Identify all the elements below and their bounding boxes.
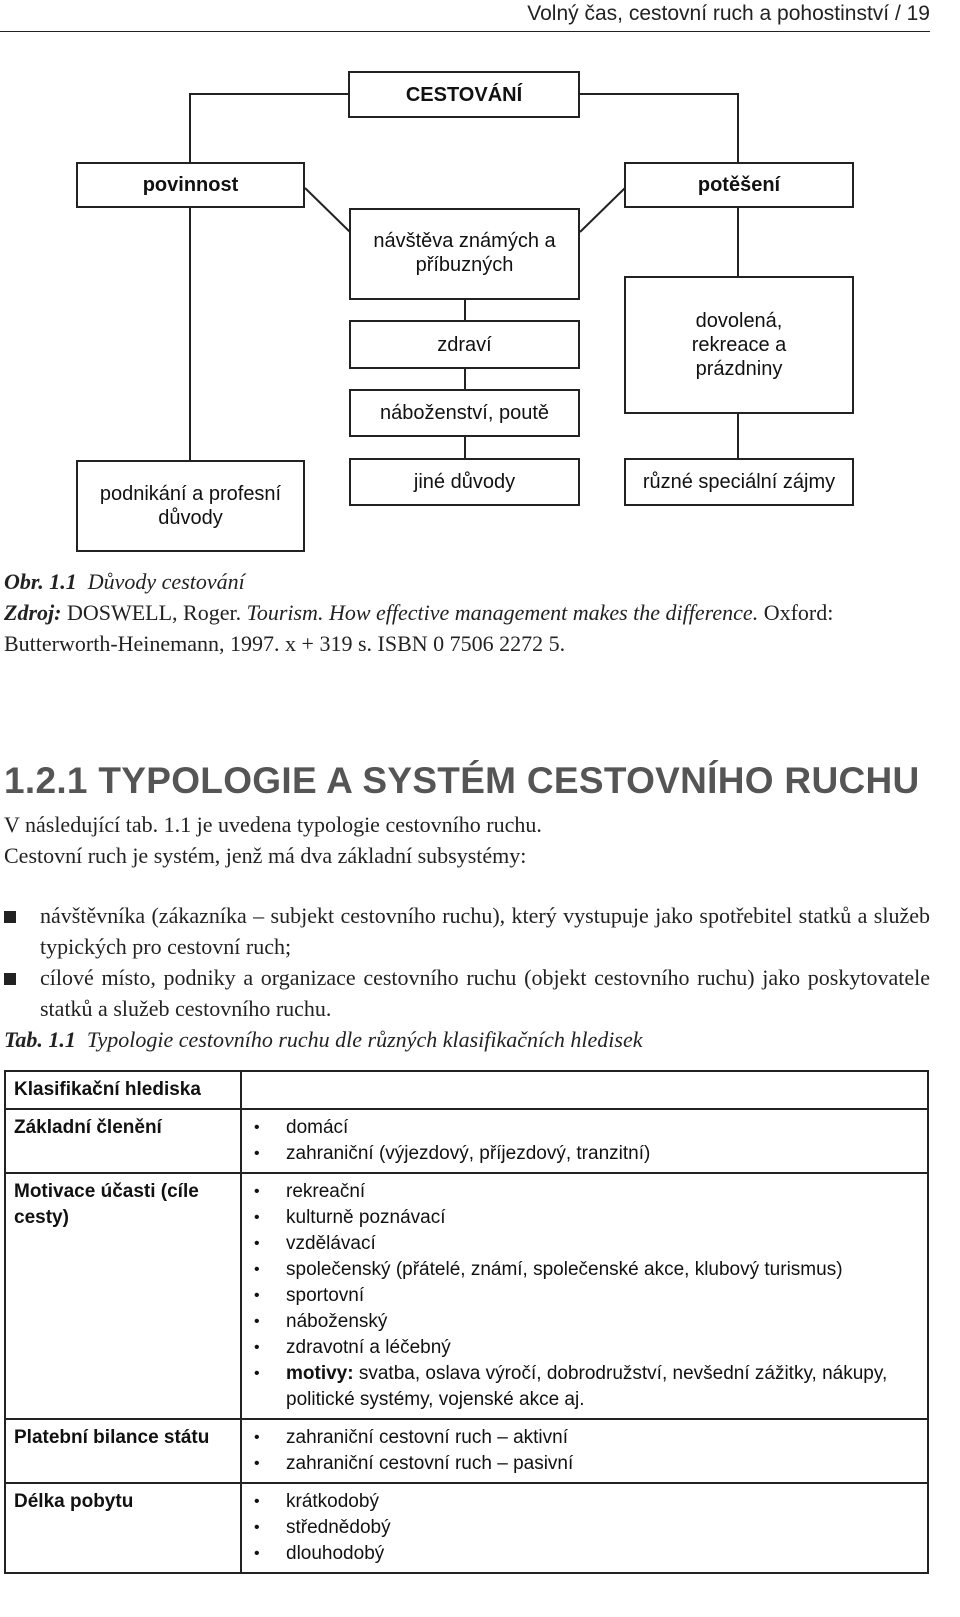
table-item: • domácí bbox=[250, 1115, 919, 1141]
table-header-row bbox=[5, 1071, 928, 1109]
table-items-cell bbox=[241, 1483, 928, 1573]
table-item: • zahraniční (výjezdový, příjezdový, tranzitní) bbox=[250, 1141, 919, 1167]
table-row bbox=[5, 1173, 928, 1419]
table-row bbox=[5, 1109, 928, 1173]
paragraph-1: V následující tab. 1.1 je uvedena typologie cestovního ruchu. bbox=[4, 812, 542, 837]
connector-root-right bbox=[580, 94, 738, 162]
running-title: Volný čas, cestovní ruch a pohostinství / 19 bbox=[527, 2, 930, 25]
list-item-text: cílové místo, podniky a organizace cestovního ruchu (objekt cestovního ruchu) jako poskytovatele statků a služeb cestovního ruchu. bbox=[40, 965, 930, 1021]
table-criterion: Motivace účasti (cíle cesty) bbox=[5, 1173, 241, 1419]
source-author: DOSWELL, Roger. bbox=[66, 600, 242, 625]
table-item-motives bbox=[250, 1361, 919, 1413]
table-caption bbox=[4, 1024, 642, 1055]
table-header-empty-cell bbox=[241, 1071, 928, 1109]
diagram-middle-box-2: zdraví bbox=[349, 320, 580, 369]
table-items-cell bbox=[241, 1173, 928, 1419]
table-items-cell bbox=[241, 1109, 928, 1173]
table-header-cell: Klasifikační hlediska bbox=[5, 1071, 241, 1109]
table-item: • společenský (přátelé, známí, společenské akce, klubový turismus) bbox=[250, 1257, 919, 1283]
diagram-right-mid-label: dovolená, rekreace a prázdniny bbox=[691, 310, 787, 380]
subsystem-list bbox=[4, 900, 930, 1024]
motives-text: svatba, oslava výročí, dobrodružství, nevšední zážitky, nákupy, politické systémy, vojenské akce aj. bbox=[286, 1363, 888, 1410]
diagram-left-branch-box: povinnost bbox=[76, 162, 305, 208]
table-criterion: Délka pobytu bbox=[5, 1483, 241, 1573]
list-item bbox=[4, 962, 930, 1024]
table-item: • rekreační bbox=[250, 1179, 919, 1205]
table-item: • náboženský bbox=[250, 1309, 919, 1335]
diagram-left-leaf-box bbox=[76, 460, 305, 552]
diagram-left-leaf-label: podnikání a profesní důvody bbox=[99, 483, 282, 529]
diagram-right-leaf-box: různé speciální zájmy bbox=[624, 458, 854, 506]
diagram-root-box: CESTOVÁNÍ bbox=[348, 71, 580, 118]
figure-title: Důvody cestování bbox=[87, 569, 245, 594]
paragraph-2: Cestovní ruch je systém, jenž má dva základní subsystémy: bbox=[4, 843, 527, 868]
connector-right-middle bbox=[580, 188, 625, 232]
table-row bbox=[5, 1419, 928, 1483]
table-items-cell bbox=[241, 1419, 928, 1483]
figure-label: Obr. 1.1 bbox=[4, 569, 77, 594]
table-item: • kulturně poznávací bbox=[250, 1205, 919, 1231]
connector-root-left bbox=[190, 94, 348, 162]
diagram-right-branch-box: potěšení bbox=[624, 162, 854, 208]
square-bullet-icon bbox=[4, 911, 16, 923]
table-item: • zdravotní a léčebný bbox=[250, 1335, 919, 1361]
motives-label: motivy: bbox=[286, 1363, 354, 1384]
table-item: • střednědobý bbox=[250, 1515, 919, 1541]
diagram-right-mid-box bbox=[624, 276, 854, 414]
figure-caption bbox=[4, 566, 245, 597]
table-criterion: Základní členění bbox=[5, 1109, 241, 1173]
table-item: • krátkodobý bbox=[250, 1489, 919, 1515]
table-row bbox=[5, 1483, 928, 1573]
source-rest-1: Oxford: bbox=[763, 600, 834, 625]
square-bullet-icon bbox=[4, 973, 16, 985]
table-item: • vzdělávací bbox=[250, 1231, 919, 1257]
table-item: • zahraniční cestovní ruch – aktivní bbox=[250, 1425, 919, 1451]
list-item-text: návštěvníka (zákazníka – subjekt cestovního ruchu), který vystupuje jako spotřebitel statků a služeb typických pro cestovní ruch; bbox=[40, 903, 930, 959]
table-item: • zahraniční cestovní ruch – pasivní bbox=[250, 1451, 919, 1477]
table-item: • dlouhodobý bbox=[250, 1541, 919, 1567]
diagram-middle-box-4: jiné důvody bbox=[349, 458, 580, 506]
diagram-middle-box-3: náboženství, poutě bbox=[349, 389, 580, 437]
section-heading: 1.2.1 TYPOLOGIE A SYSTÉM CESTOVNÍHO RUCHU bbox=[4, 760, 920, 801]
connector-left-middle bbox=[305, 188, 350, 232]
table-item: • sportovní bbox=[250, 1283, 919, 1309]
diagram-middle-label-1: návštěva známých a příbuzných bbox=[373, 230, 556, 276]
classification-table bbox=[4, 1070, 929, 1574]
table-label: Tab. 1.1 bbox=[4, 1027, 76, 1052]
diagram-middle-box-1 bbox=[349, 208, 580, 300]
table-criterion: Platební bilance státu bbox=[5, 1419, 241, 1483]
source-title: Tourism. How effective management makes the difference. bbox=[246, 600, 759, 625]
source-label: Zdroj: bbox=[4, 600, 62, 625]
table-title: Typologie cestovního ruchu dle různých klasifikačních hledisek bbox=[86, 1027, 643, 1052]
source-rest-2: Butterworth-Heinemann, 1997. x + 319 s. ISBN 0 7506 2272 5. bbox=[4, 631, 566, 656]
list-item bbox=[4, 900, 930, 962]
figure-source bbox=[4, 597, 930, 659]
